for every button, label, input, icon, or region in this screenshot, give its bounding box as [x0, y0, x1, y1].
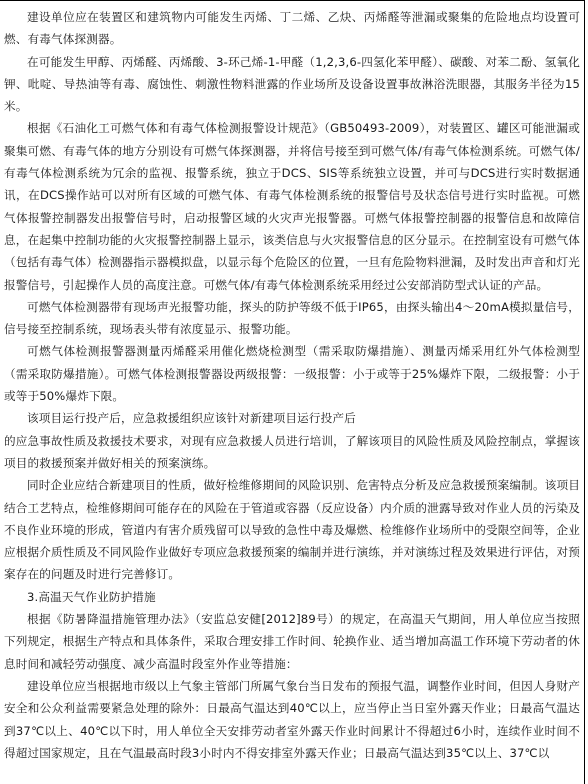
paragraph-detector-alarm: 可燃气体检测器带有现场声光报警功能，探头的防护等级不低于IP65，由探头输出4～20mA模拟量信号，信号接至控制系统，现场表头带有浓度显示、报警功能。 [4, 299, 580, 337]
paragraph-eyewash: 在可能发生甲醇、丙烯醛、丙烯酸、3-环己烯-1-甲醛（1,2,3,6-四氢化苯甲醛）、碳酸、对苯二酚、氢氧化钾、吡啶、导热油等有毒、腐蚀性、刺激性物料泄露的作业场所及设备设置事故淋浴洗眼器，其服务半径为15米。 [4, 54, 580, 114]
paragraph-alarm-levels: 可燃气体检测报警器测量丙烯醛采用催化燃烧检测型（需采取防爆措施）、测量丙烯采用红外气体检测型（需采取防爆措施）。可燃气体检测报警器设两级报警：一级报警：小于或等于25%爆炸下限，二级报警：小于或等于50%爆炸下限。 [4, 344, 580, 404]
document-body [0, 6, 580, 764]
paragraph-detectors: 建设单位应在装置区和建筑物内可能发生丙烯、丁二烯、乙炔、丙烯醛等泄漏或聚集的危险地点均设置可燃、有毒气体探测器。 [4, 10, 580, 47]
paragraph-heat-schedule: 建设单位应当根据地市级以上气象主管部门所属气象台当日发布的预报气温，调整作业时间，但因人身财产安全和公众利益需要紧急处理的除外：日最高气温达到40℃以上，应当停止当日室外露天作业；日最高气温达到37℃以上、40℃以下时，用人单位全天安排劳动者室外露天作业时间累计不得超过6小时，连续作业时间不得超过国家规定，且在气温最高时段3小时内不得安排室外露天作业；日最高气温达到35℃以上、37℃以 [4, 678, 580, 760]
paragraph-heat-regulation: 根据《防暑降温措施管理办法》（安监总安健[2012]89号）的规定，在高温天气期间，用人单位应当按照下列规定，根据生产特点和具体条件，采取合理安排工作时间、轮换作业、适当增加高温工作环境下劳动者的休息时间和减轻劳动强度、减少高温时段室外作业等措施： [4, 612, 580, 671]
paragraph-maintenance-risk: 同时企业应结合新建项目的性质，做好检维修期间的风险识别、危害特点分析及应急救援预案编制。该项目结合工艺特点，检维修期间可能存在的风险在于管道或容器（反应设备）内介质的泄露导致对作业人员的污染及不良作业环境的形成，管道内有害介质残留可以导致的急性中毒及爆燃、检维修作业场所中的受限空间等，企业应根据介质性质及不同风险作业做好专项应急救援预案的编制并进行演练，并对演练过程及效果进行评估，对预案存在的问题及时进行完善修订。 [4, 478, 580, 582]
paragraph-emergency-start: 该项目运行投产后，应急救援组织应该针对新建项目运行投产后 [27, 411, 356, 426]
section-heading-high-temperature: 3.高温天气作业防护措施 [27, 589, 156, 604]
paragraph-gas-detection-standard: 根据《石油化工可燃气体和有毒气体检测报警设计规范》（GB50493-2009），对装置区、罐区可能泄漏或聚集可燃、有毒气体的地方分别设有可燃气体探测器，并将信号接至到可燃气体/有毒气体检测系统。可燃气体/有毒气体检测系统为冗余的监视、报警系统，独立于DCS、SIS等系统独立设置，并可与DCS进行实时数据通讯，在DCS操作站可以对所有区域的可燃气体、有毒气体检测系统的报警信号及状态信号进行实时监视。可燃气体报警控制器发出报警信号时，启动报警区域的火灾声光报警器。可燃气体报警控制器的报警信息和故障信息，在起集中控制功能的火灾报警控制器上显示，该类信息与火灾报警信息的区分显示。在控制室设有可燃气体（包括有毒气体）检测器指示器模拟盘，以显示每个危险区的位置，一旦有危险物料泄漏，及时发出声音和灯光报警信号，引起操作人员的高度注意。可燃气体/有毒气体检测系统采用经过公安部消防型式认证的产品。 [4, 121, 580, 292]
paragraph-emergency-continued: 的应急事故性质及救援技术要求，对现有应急救援人员进行培训，了解该项目的风险性质及风险控制点，掌握该项目的救援预案并做好相关的预案演练。 [4, 433, 580, 470]
